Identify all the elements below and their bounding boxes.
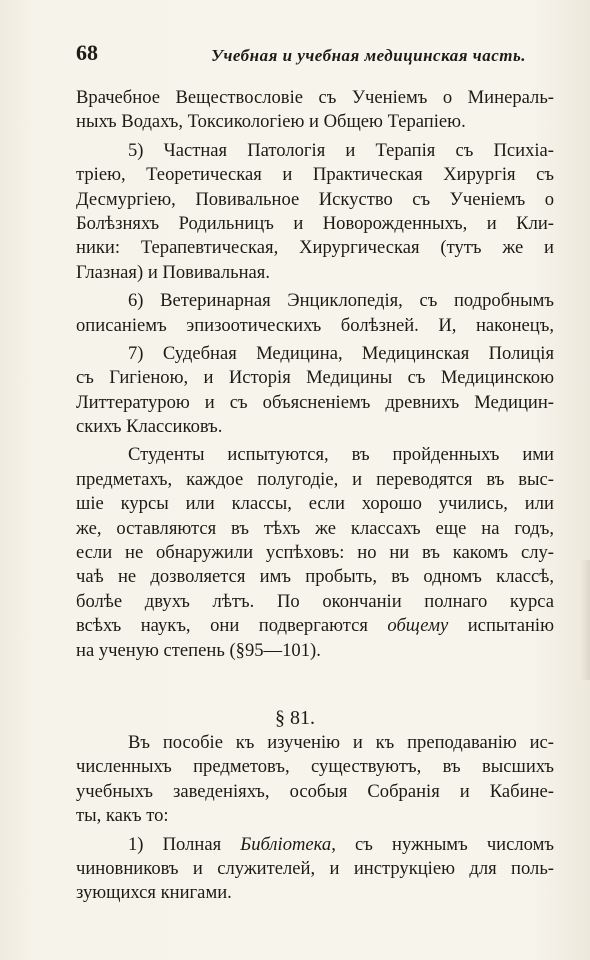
text-line: чиновниковъ и служителей, и инструкціею для поль-: [76, 857, 554, 879]
text-line: шіе курсы или классы, если хорошо учились, или: [76, 493, 554, 515]
text-run: съ нужнымъ числомъ: [355, 833, 554, 855]
text-line: Литтературою и съ объясненіемъ древнихъ Медицин-: [76, 391, 554, 413]
text-line: ники: Терапевтическая, Хирургическая (тутъ же и: [76, 237, 554, 259]
section-heading: § 81.: [275, 707, 315, 729]
text-line: скихъ Классиковъ.: [76, 416, 223, 438]
text-line: Врачебное Веществословіе съ Ученіемъ о Минераль-: [76, 87, 554, 108]
text-line: 5) Частная Патологія и Терапія съ Психіа-: [128, 139, 554, 161]
text-line: численныхъ предметовъ, существуютъ, въ высшихъ: [76, 756, 554, 778]
text-line: Въ пособіе къ изученію и къ преподаванію ис-: [128, 732, 554, 753]
italic-term: общему: [387, 615, 449, 637]
text-line: ты, какъ то:: [76, 805, 169, 827]
text-line: Болѣзняхъ Родильницъ и Новорожденныхъ, и Кли-: [76, 212, 554, 234]
text-line: тріею, Теоретическая и Практическая Хирургія съ: [76, 164, 554, 186]
text-line: на ученую степень (§95—101).: [76, 639, 321, 661]
running-title: Учебная и учебная медицинская часть.: [211, 46, 526, 65]
text-line: 6) Ветеринарная Энциклопедія, съ подробнымъ: [128, 290, 554, 312]
page-edge-shadow: [580, 560, 590, 680]
text-line: [76, 614, 554, 638]
text-line: зующихся книгами.: [76, 882, 232, 904]
text-line: чаѣ не дозволяется имъ пробыть, въ одномъ классѣ,: [76, 566, 554, 588]
text-line: 7) Судебная Медицина, Медицинская Полиція: [128, 342, 554, 364]
text-line: ныхъ Водахъ, Токсикологіею и Общею Терапіею.: [76, 111, 466, 133]
text-line: [76, 833, 554, 857]
text-line: Десмургіею, Повивальное Искуство съ Ученіемъ о: [76, 188, 554, 210]
text-line: болѣе двухъ лѣтъ. По окончаніи полнаго курса: [76, 590, 554, 612]
text-line: если не обнаружили успѣховъ: но ни въ какомъ слу-: [76, 542, 554, 564]
text-run: испытанію: [467, 615, 554, 637]
page-header: [76, 40, 526, 70]
body-text-section: [76, 731, 554, 906]
text-line: описаніемъ эпизоотическихъ болѣзней. И, наконецъ,: [76, 314, 554, 336]
text-line: учебныхъ заведеніяхъ, особыя Собранія и Кабине-: [76, 780, 554, 802]
text-line: Глазная) и Повивальная.: [76, 261, 270, 283]
text-line: Студенты испытуются, въ пройденныхъ ими: [128, 444, 554, 466]
text-run: 1) Полная: [128, 833, 222, 855]
text-line: же, оставляются въ тѣхъ же классахъ еще на годъ,: [76, 517, 554, 539]
text-line: предметахъ, каждое полугодіе, и переводятся въ выс-: [76, 468, 554, 490]
body-text: [76, 86, 554, 663]
page-number: 68: [76, 40, 98, 65]
italic-term: Библіотека,: [240, 833, 336, 855]
text-run: всѣхъ наукъ, они подвергаются: [76, 615, 368, 637]
text-line: съ Гигіеною, и Исторія Медицины съ Медицинскою: [76, 367, 554, 389]
